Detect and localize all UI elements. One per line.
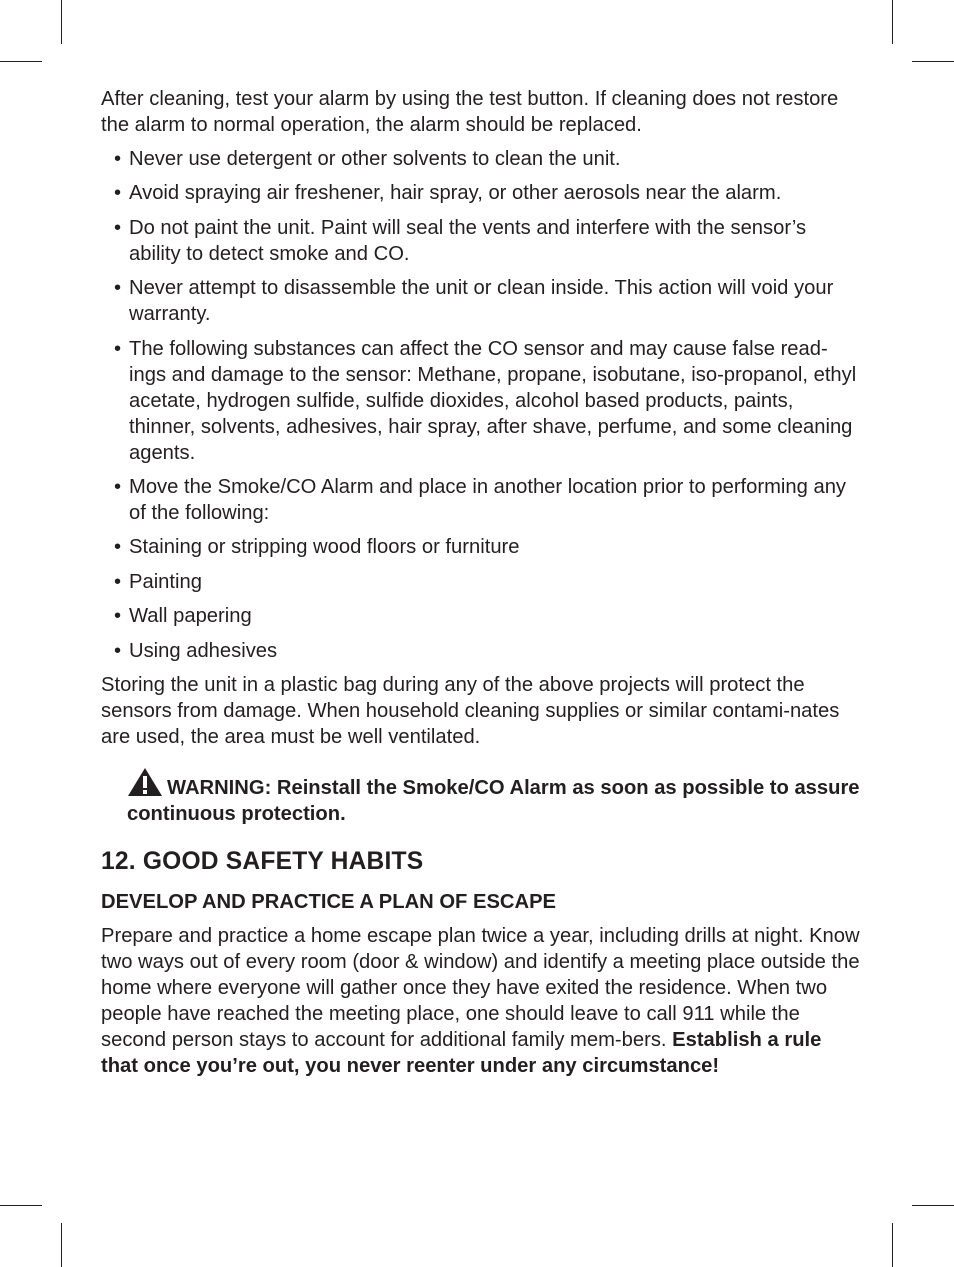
bullet-item bbox=[101, 569, 861, 595]
bullet-item bbox=[101, 146, 861, 172]
bullet-dot: • bbox=[114, 475, 122, 498]
section-title: 12. GOOD SAFETY HABITS bbox=[101, 847, 424, 875]
cleaning-bullet-list bbox=[101, 146, 861, 664]
bullet-item bbox=[101, 275, 861, 327]
bullet-dot: • bbox=[114, 182, 122, 205]
escape-plan-rule: Establish a rule that once you’re out, you never reenter under any circumstance! bbox=[101, 1028, 822, 1077]
manual-page bbox=[101, 86, 861, 1079]
warning-notice bbox=[127, 767, 861, 827]
bullet-dot: • bbox=[114, 337, 122, 360]
bullet-item bbox=[101, 534, 861, 560]
bullet-dot: • bbox=[114, 277, 122, 300]
bullet-text: Never use detergent or other solvents to clean the unit. bbox=[129, 148, 621, 170]
bullet-text: Move the Smoke/CO Alarm and place in another location prior to performing any of the following: bbox=[129, 475, 847, 524]
crop-mark-bottom-left-horizontal bbox=[0, 1205, 42, 1206]
bullet-dot: • bbox=[114, 639, 122, 662]
crop-mark-top-left-horizontal bbox=[0, 61, 42, 62]
bullet-item bbox=[101, 215, 861, 267]
bullet-dot: • bbox=[114, 216, 122, 239]
intro-paragraph: After cleaning, test your alarm by using the test button. If cleaning does not restore the alarm to normal operation, the alarm should be replaced. bbox=[101, 88, 839, 136]
bullet-dot: • bbox=[114, 605, 122, 628]
crop-mark-top-right-horizontal bbox=[912, 61, 954, 62]
bullet-text: Staining or stripping wood floors or furniture bbox=[129, 536, 520, 559]
crop-mark-bottom-left-vertical bbox=[61, 1223, 62, 1267]
crop-mark-top-right-vertical bbox=[892, 0, 893, 44]
bullet-item bbox=[101, 336, 861, 466]
bullet-item bbox=[101, 638, 861, 664]
warning-triangle-icon bbox=[127, 767, 163, 797]
crop-mark-bottom-right-vertical bbox=[892, 1223, 893, 1267]
warning-text: WARNING: Reinstall the Smoke/CO Alarm as soon as possible to assure continuous protection. bbox=[127, 776, 860, 825]
escape-plan-paragraph bbox=[101, 923, 861, 1079]
bullet-item bbox=[101, 180, 861, 206]
bullet-dot: • bbox=[114, 570, 122, 593]
bullet-dot: • bbox=[114, 148, 122, 170]
crop-mark-bottom-right-horizontal bbox=[912, 1205, 954, 1206]
bullet-item bbox=[101, 474, 861, 526]
bullet-text: The following substances can affect the CO sensor and may cause false read-ings and damage to the sensor: Methane, propane, isobutane, iso-propanol, ethyl acetate, hydrogen sulfide, sulfide dioxides, alcohol based products, paints, thinner, solvents, adhesives, hair spray, after shave, perfume, and some cleaning agents. bbox=[129, 337, 857, 464]
bullet-text: Using adhesives bbox=[129, 639, 278, 662]
bullet-text: Wall papering bbox=[129, 605, 252, 628]
bullet-item bbox=[101, 603, 861, 629]
storing-paragraph: Storing the unit in a plastic bag during any of the above projects will protect the sensors from damage. When household cleaning supplies or similar contami-nates are used, the area must be well ventilated. bbox=[101, 673, 840, 748]
bullet-text: Avoid spraying air freshener, hair spray, or other aerosols near the alarm. bbox=[129, 182, 782, 205]
bullet-text: Painting bbox=[129, 570, 202, 593]
subsection-title: DEVELOP AND PRACTICE A PLAN OF ESCAPE bbox=[101, 890, 557, 913]
bullet-dot: • bbox=[114, 536, 122, 559]
escape-plan-text: Prepare and practice a home escape plan twice a year, including drills at night. Know two ways out of every room (door & window) and identify a meeting place outside the home where everyone will gather once they have exited the residence. When two people have reached the meeting place, one should leave to call 911 while the second person stays to account for additional family mem-bers. bbox=[101, 924, 860, 1051]
crop-mark-top-left-vertical bbox=[61, 0, 62, 44]
bullet-text: Never attempt to disassemble the unit or clean inside. This action will void your warranty. bbox=[129, 277, 834, 326]
bullet-text: Do not paint the unit. Paint will seal the vents and interfere with the sensor’s ability to detect smoke and CO. bbox=[129, 216, 807, 265]
